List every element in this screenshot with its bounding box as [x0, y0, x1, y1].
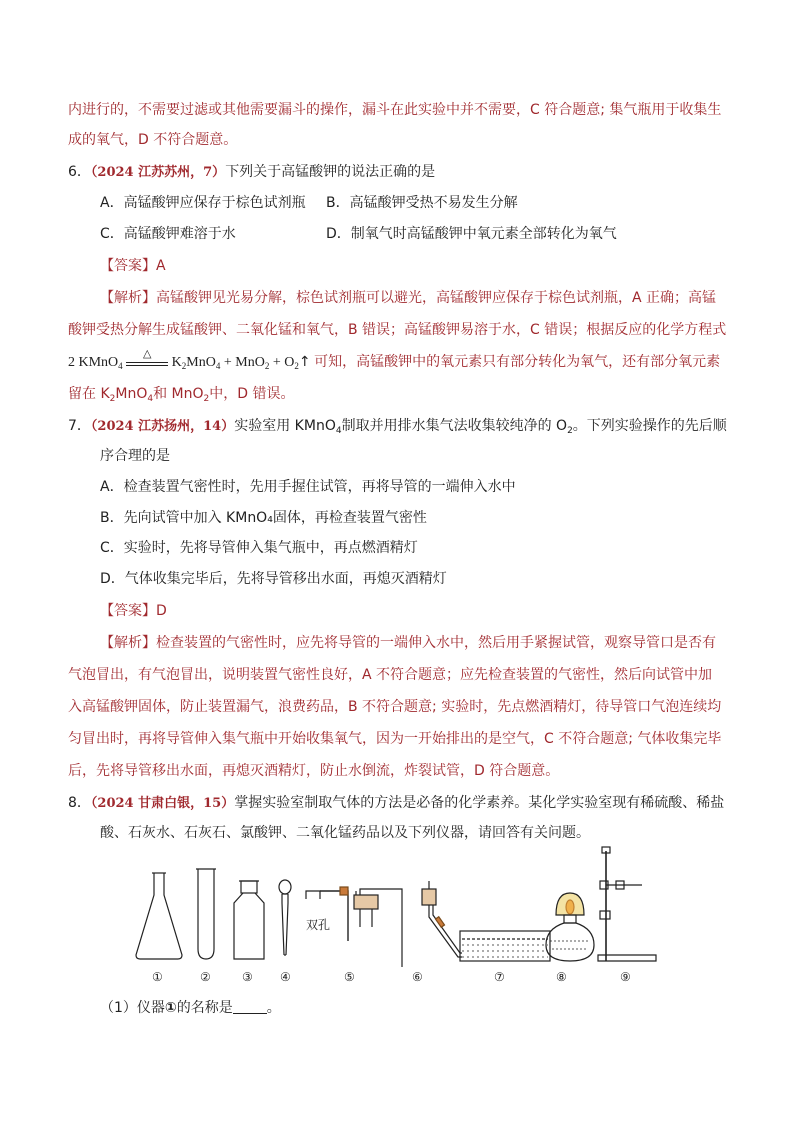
analysis-text: 高锰酸钾见光易分解，棕色试剂瓶可以避光，高锰酸钾应保存于棕色试剂瓶，A 正确；高锰 — [156, 290, 717, 306]
q7-analysis-line-1 — [100, 633, 716, 653]
q7-analysis-line-2: 气泡冒出，有气泡冒出，说明装置气密性良好，A 不符合题意；应先检查装置的气密性，然后向试管中加 — [68, 667, 713, 683]
q7-answer — [100, 601, 167, 621]
lab-apparatus-figure — [130, 845, 670, 987]
question-text: 。下列实验操作的先后顺 — [572, 418, 727, 434]
apparatus-number: ⑧ — [556, 970, 567, 984]
subscript: 4 — [335, 426, 342, 436]
question-source: （2024 江苏苏州，7） — [90, 165, 226, 180]
conical-flask-icon — [136, 873, 182, 959]
continued-explanation-line-2: 成的氧气，D 不符合题意。 — [68, 132, 238, 148]
question-source: （2024 甘肃白银，15） — [90, 796, 235, 811]
stopper-label: 双孔 — [306, 918, 331, 932]
q7-option-a: A．检查装置气密性时，先用手握住试管，再将导管的一端伸入水中 — [100, 479, 516, 495]
question-text: 实验室用 KMnO — [234, 418, 336, 434]
answer-value: D — [156, 603, 167, 619]
eq-sub: 2 — [181, 361, 187, 371]
subscript: 2 — [567, 426, 573, 436]
question-8-stem-line-2: 酸、石灰水、石灰石、氯酸钾、二氧化锰药品以及下列仪器，请回答有关问题。 — [100, 825, 590, 841]
analysis-text: 中，D 错误。 — [209, 386, 295, 402]
question-7-stem — [68, 416, 727, 441]
question-text: 制取并用排水集气法收集较纯净的 O — [341, 418, 568, 434]
question-number: 6． — [68, 164, 91, 180]
q6-option-b: B．高锰酸钾受热不易发生分解 — [326, 195, 518, 211]
apparatus-number: ⑥ — [412, 970, 423, 984]
q6-answer — [100, 256, 166, 276]
q6-option-d: D．制氧气时高锰酸钾中氧元素全部转化为氧气 — [326, 226, 617, 242]
alcohol-lamp-icon — [546, 893, 594, 961]
apparatus-number: ⑦ — [494, 970, 505, 984]
question-text: 掌握实验室制取气体的方法是必备的化学素养。某化学实验室现有稀硫酸、稀盐 — [234, 795, 725, 811]
question-number: 8． — [68, 795, 91, 811]
apparatus-number: ④ — [280, 970, 291, 984]
eq-sub: 4 — [215, 361, 221, 371]
q6-analysis-line-1 — [100, 288, 716, 308]
subscript: 2 — [109, 394, 116, 404]
chemical-equation — [68, 348, 314, 371]
question-source: （2024 江苏扬州，14） — [90, 419, 235, 434]
reagent-bottle-icon — [234, 881, 264, 959]
dropper-icon — [279, 880, 291, 955]
q8-sub-question-1 — [100, 998, 281, 1018]
analysis-text: 检查装置的气密性时，应先将导管的一端伸入水中，然后用手紧握试管，观察导管口是否有 — [156, 635, 716, 651]
analysis-text: 留在 K — [68, 386, 110, 402]
eq-product: + O — [269, 355, 295, 370]
analysis-text: 可知，高锰酸钾中的氧元素只有部分转化为氧气，还有部分氧元素 — [314, 354, 721, 370]
single-hole-stopper-tube-icon — [422, 881, 462, 957]
apparatus-number: ⑨ — [620, 970, 631, 984]
subscript: 4 — [147, 394, 154, 404]
q7-option-d: D．气体收集完毕后，先将导管移出水面，再熄灭酒精灯 — [100, 571, 447, 587]
q6-analysis-line-3 — [68, 348, 721, 376]
iron-stand-icon — [598, 847, 656, 961]
q6-option-a: A．高锰酸钾应保存于棕色试剂瓶 — [100, 195, 306, 211]
analysis-label: 【解析】 — [100, 290, 156, 306]
eq-sub: 2 — [294, 361, 299, 371]
q6-analysis-line-4 — [68, 384, 294, 409]
q7-option-b: B．先向试管中加入 KMnO₄固体，再检查装置气密性 — [100, 510, 427, 526]
subscript: 2 — [203, 394, 210, 404]
analysis-text: MnO — [115, 386, 148, 402]
eq-sub: 2 — [264, 361, 270, 371]
q6-option-c: C．高锰酸钾难溶于水 — [100, 226, 236, 242]
eq-product: MnO — [186, 355, 216, 370]
instrument-number: ① — [164, 1000, 177, 1016]
apparatus-number: ② — [200, 970, 211, 984]
gas-arrow-icon: ↑ — [298, 354, 311, 370]
question-8-stem — [68, 793, 724, 814]
analysis-text: 和 MnO — [153, 386, 204, 402]
eq-reactant: 2 KMnO — [68, 355, 119, 370]
answer-value: A — [156, 258, 166, 274]
question-7-stem-line-2: 序合理的是 — [100, 448, 170, 464]
continued-explanation-line-1: 内进行的，不需要过滤或其他需要漏斗的操作，漏斗在此实验中并不需要，C 符合题意; 集气瓶用于收集生 — [68, 102, 722, 118]
apparatus-number: ⑤ — [344, 970, 355, 984]
q7-analysis-line-4: 匀冒出时，再将导管伸入集气瓶中开始收集氧气，因为一开始排出的是空气，C 不符合题意; 气体收集完毕 — [68, 731, 722, 747]
test-tube-icon — [196, 869, 216, 959]
q7-analysis-line-3: 入高锰酸钾固体，防止装置漏气，浪费药品，B 不符合题意; 实验时，先点燃酒精灯，待导管口气泡连续均 — [68, 699, 722, 715]
apparatus-number: ① — [152, 970, 163, 984]
water-trough-icon — [460, 931, 550, 961]
question-number: 7． — [68, 418, 91, 434]
q6-analysis-line-2: 酸钾受热分解生成锰酸钾、二氧化锰和氧气，B 错误；高锰酸钾易溶于水，C 错误；根据反应的化学方程式 — [68, 322, 727, 338]
sub-question-text: 的名称是 — [176, 1000, 233, 1016]
answer-label: 【答案】 — [100, 603, 156, 619]
question-6-stem — [68, 162, 435, 183]
analysis-label: 【解析】 — [100, 635, 156, 651]
question-text: 下列关于高锰酸钾的说法正确的是 — [225, 164, 436, 180]
eq-sub: 4 — [118, 361, 123, 371]
eq-product: K — [171, 355, 182, 370]
eq-product: + MnO — [220, 355, 265, 370]
sub-question-text: 。 — [266, 1000, 281, 1016]
sub-question-text: （1）仪器 — [100, 1000, 165, 1016]
apparatus-number: ③ — [242, 970, 253, 984]
heat-symbol: △ — [142, 348, 152, 360]
q7-analysis-line-5: 后，先将导管移出水面，再熄灭酒精灯，防止水倒流，炸裂试管，D 符合题意。 — [68, 763, 560, 779]
answer-label: 【答案】 — [100, 258, 156, 274]
answer-blank[interactable] — [233, 999, 267, 1014]
q7-option-c: C．实验时，先将导管伸入集气瓶中，再点燃酒精灯 — [100, 540, 418, 556]
eq-condition — [126, 348, 168, 366]
